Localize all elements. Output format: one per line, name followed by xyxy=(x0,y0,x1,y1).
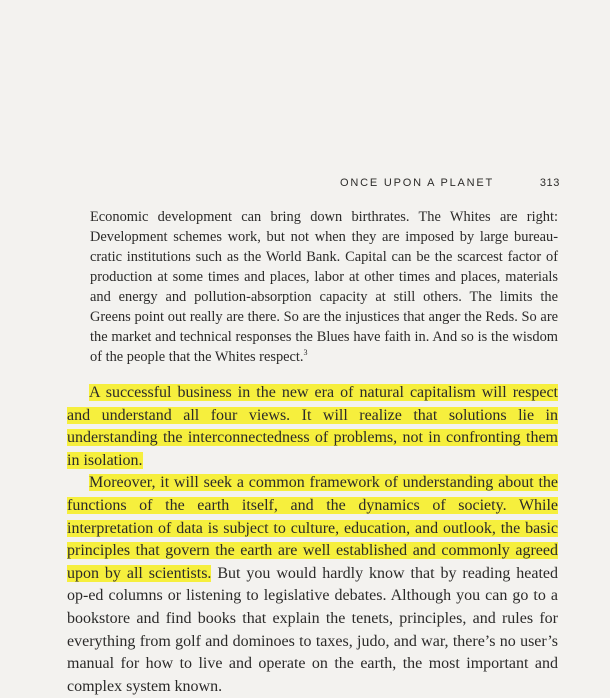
footnote-marker: 3 xyxy=(303,348,308,358)
running-head-title: ONCE UPON A PLANET xyxy=(340,177,495,189)
body-text xyxy=(67,382,558,698)
block-quote-text: Economic development can bring down birthrates. The Whites are right: Development schemes work, but not when they are imposed by large bureaucratic institutions such as the World Bank. Capital can be the scarcest factor of production at some times and places, labor at other times and places, materials and energy and pollution-absorption capacity at still others. The limits the Greens point out really are there. So are the injustices that anger the Reds. So are the market and technical responses the Blues have faith in. And so is the wisdom of the people that the Whites respect. xyxy=(90,209,558,365)
highlighted-text: A successful business in the new era of natural capitalism will respect and understand all four views. It will realize that solutions lie in understanding the interconnectedness of problems, not in confronting them in isolation. xyxy=(67,384,558,469)
block-quote xyxy=(90,207,558,367)
highlighted-text: Moreover, it will seek a common framework of understanding about the functions of the earth itself, and the dynamics of society. While interpretation of data is subject to culture, education, and outlook, the basic principles that govern the earth are well established and commonly agreed upon by all scientists. xyxy=(67,474,558,582)
running-head xyxy=(340,177,560,189)
plain-text: But you would hardly know that by reading heated op-ed columns or listening to legislative debates. Although you can go to a bookstore and find books that explain the tenets, principles, and rules for everything from golf and dominoes to taxes, judo, and war, there’s no user’s manual for how to live and operate on the earth, the most important and complex system known. xyxy=(67,564,559,695)
paragraph-1 xyxy=(67,382,558,472)
page-number: 313 xyxy=(539,177,560,189)
paragraph-2 xyxy=(67,472,558,698)
